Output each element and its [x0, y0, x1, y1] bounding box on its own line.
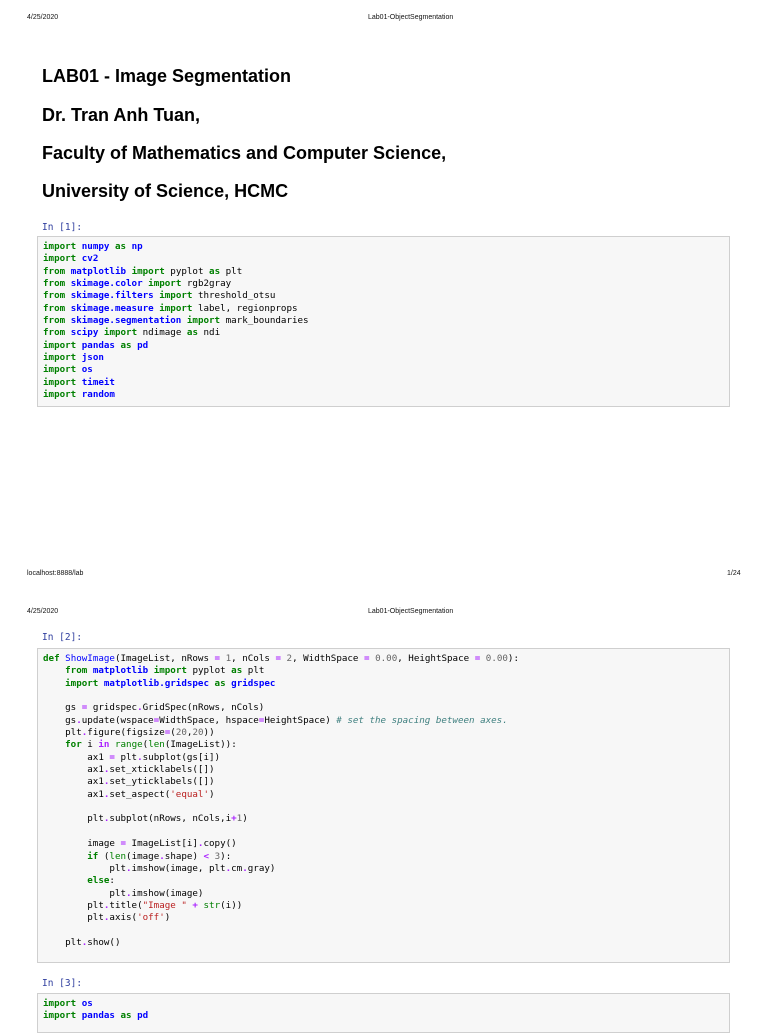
author-line: Dr. Tran Anh Tuan,: [42, 105, 201, 125]
page1-header-title: Lab01-ObjectSegmentation: [368, 14, 454, 21]
code-cell-3-source: import os import pandas as pd: [43, 998, 149, 1022]
page1-footer-url: localhost:8888/lab: [27, 570, 84, 577]
notebook-title: LAB01 - Image Segmentation: [42, 66, 292, 86]
page1-header-date: 4/25/2020: [27, 14, 59, 21]
cell-prompt-1: In [1]:: [42, 222, 83, 233]
cell-prompt-2: In [2]:: [42, 632, 83, 643]
code-cell-1[interactable]: [37, 236, 730, 407]
page2-header-date: 4/25/2020: [27, 608, 59, 615]
code-cell-2[interactable]: [37, 648, 730, 963]
faculty-line: Faculty of Mathematics and Computer Science,: [42, 143, 447, 163]
cell-prompt-3: In [3]:: [42, 978, 83, 989]
code-cell-2-source: def ShowImage(ImageList, nRows = 1, nCols = 2, WidthSpace = 0.00, HeightSpace = 0.00): from matplotlib import pyplot as plt import matplotlib.gridspec as gridspec gs = gridspec.GridSpec(nRows, nCols) gs.update(wspace=WidthSpace, hspace=HeightSpace) # set the spacing between axes. plt.figure(figsize=(20,20)) for i in range(len(ImageList)): ax1 = plt.subplot(gs[i]) ax1.set_xticklabels([]) ax1.set_yticklabels([]) ax1.set_aspect('equal') plt.subplot(nRows, nCols,i+1) image = ImageList[i].copy() if (len(image.shape) < 3): plt.imshow(image, plt.cm.gray) else: plt.imshow(image) plt.title("Image " + str(i)) plt.axis('off') plt.show(): [43, 653, 519, 948]
page2-header-title: Lab01-ObjectSegmentation: [368, 608, 454, 615]
page1-footer-page: 1/24: [727, 570, 741, 577]
university-line: University of Science, HCMC: [42, 181, 289, 201]
code-cell-1-source: import numpy as np import cv2 from matplotlib import pyplot as plt from skimage.color import rgb2gray from skimage.filters import threshold_otsu from skimage.measure import label, regionprops from skimage.segmentation import mark_boundaries from scipy import ndimage as ndi import pandas as pd import json import os import timeit import random: [43, 241, 309, 401]
code-cell-3[interactable]: [37, 993, 730, 1033]
